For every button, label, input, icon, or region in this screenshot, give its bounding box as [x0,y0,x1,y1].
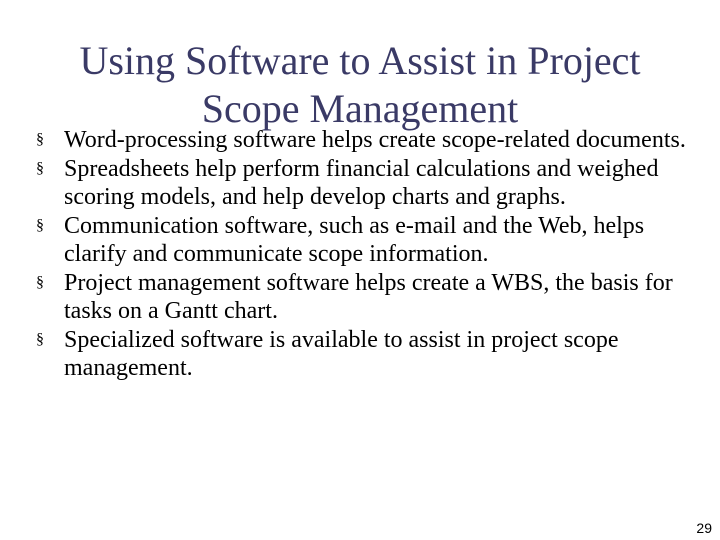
slide-title-line-1: Using Software to Assist in Project [79,37,641,83]
slide-title-line-2: Scope Management [201,85,519,131]
bullet-list [36,126,696,383]
bullet-item-communication [36,212,696,269]
bullet-marker-icon: § [36,273,44,291]
bullet-marker-icon: § [36,131,44,148]
bullet-item-specialized [36,326,696,383]
bullet-text: Word-processing software helps create scope-related documents. [64,127,686,153]
bullet-item-spreadsheets [36,155,696,212]
bullet-marker-icon: § [36,159,44,177]
bullet-item-word-processing [36,126,696,155]
bullet-text: Communication software, such as e-mail and the Web, helps clarify and communicate scope information. [64,212,645,267]
bullet-marker-icon: § [36,330,44,348]
bullet-item-project-management [36,269,696,326]
bullet-text: Spreadsheets help perform financial calculations and weighed scoring models, and help develop charts and graphs. [64,155,659,210]
bullet-text: Project management software helps create a WBS, the basis for tasks on a Gantt chart. [64,269,673,324]
page-number: 29 [696,520,712,536]
slide-title [20,37,700,133]
bullet-text: Specialized software is available to assist in project scope management. [64,326,619,381]
bullet-marker-icon: § [36,216,44,234]
